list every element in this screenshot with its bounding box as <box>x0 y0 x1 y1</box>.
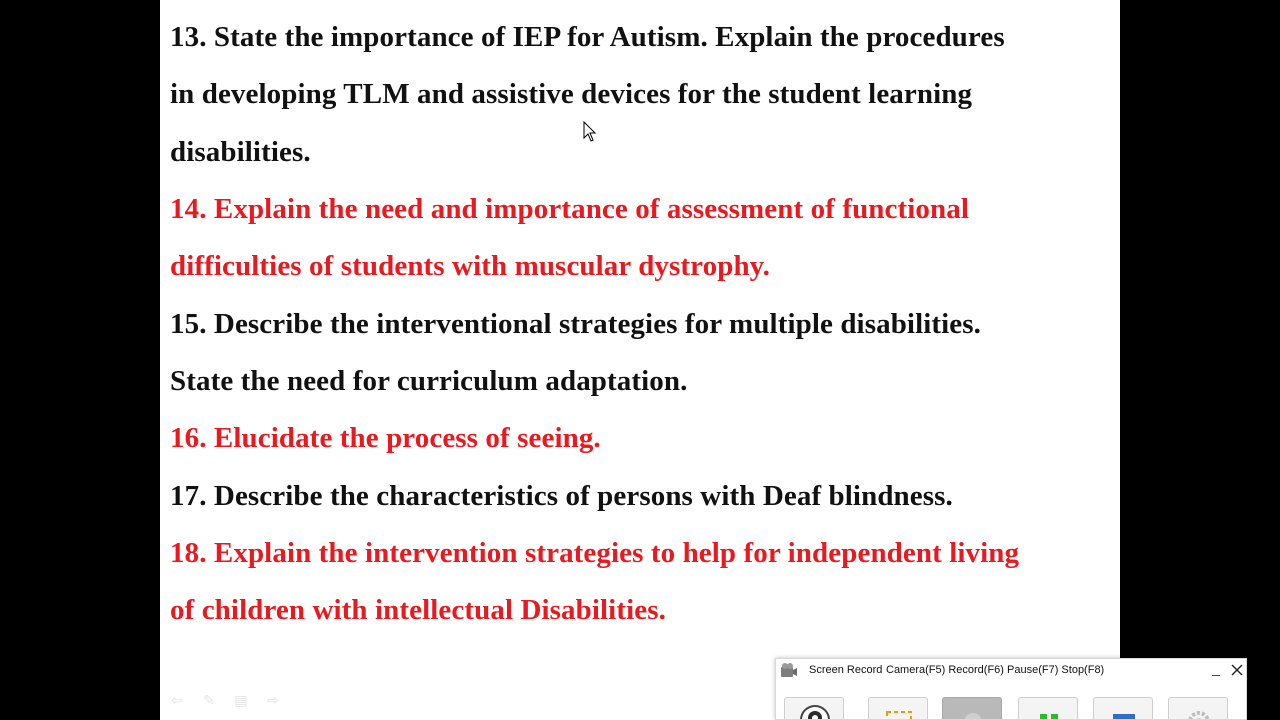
question-16-line-1: 16. Elucidate the process of seeing. <box>170 422 601 454</box>
recorder-titlebar[interactable] <box>776 659 1246 683</box>
stop-button[interactable] <box>1093 697 1153 720</box>
stop-icon <box>1094 698 1153 720</box>
presentation-slide <box>160 0 1120 720</box>
question-15 <box>170 296 981 411</box>
recorder-app-icon <box>780 662 798 679</box>
camera-button[interactable] <box>784 697 844 720</box>
question-15-line-2: State the need for curriculum adaptation. <box>170 365 688 398</box>
question-18 <box>170 525 1019 640</box>
close-icon[interactable] <box>1228 661 1246 679</box>
pen-icon[interactable]: ✎ <box>203 693 215 709</box>
region-select-icon <box>869 698 928 720</box>
question-15-line-1: 15. Describe the interventional strategies for multiple disabilities. <box>170 308 982 340</box>
slideshow-nav <box>166 692 284 710</box>
pause-button[interactable] <box>1018 697 1078 720</box>
question-13-line-3: disabilities. <box>170 135 311 168</box>
gear-icon <box>1169 698 1228 720</box>
question-13 <box>170 9 1005 181</box>
mouse-cursor-icon <box>583 121 597 143</box>
question-14-line-1: 14. Explain the need and importance of assessment of functional <box>170 193 969 225</box>
screen-recorder-toolbar <box>775 658 1247 720</box>
pause-icon <box>1019 698 1078 720</box>
question-17 <box>170 468 953 525</box>
question-14 <box>170 181 969 296</box>
question-16 <box>170 410 601 467</box>
question-18-line-2: of children with intellectual Disabilities. <box>170 594 666 627</box>
prev-arrow-icon[interactable]: ⇦ <box>171 693 183 709</box>
settings-button[interactable] <box>1168 697 1228 720</box>
question-18-line-1: 18. Explain the intervention strategies to help for independent living <box>170 537 1020 569</box>
minimize-button[interactable]: _ <box>1212 660 1220 676</box>
question-13-line-1: 13. State the importance of IEP for Autism. Explain the procedures <box>170 21 1005 53</box>
recorder-button-row <box>776 697 1246 720</box>
camera-icon <box>785 698 844 720</box>
record-icon <box>943 698 1002 720</box>
record-button[interactable] <box>942 697 1002 720</box>
menu-icon[interactable]: ▤ <box>234 693 248 709</box>
question-13-line-2: in developing TLM and assistive devices for the student learning <box>170 78 973 111</box>
question-14-line-2: difficulties of students with muscular dystrophy. <box>170 250 771 283</box>
recorder-title: Screen Record <box>809 664 883 676</box>
question-17-line-1: 17. Describe the characteristics of persons with Deaf blindness. <box>170 480 953 512</box>
next-arrow-icon[interactable]: ⇨ <box>267 693 279 709</box>
region-select-button[interactable] <box>868 697 928 720</box>
recorder-shortcuts: Camera(F5) Record(F6) Pause(F7) Stop(F8) <box>886 664 1105 676</box>
